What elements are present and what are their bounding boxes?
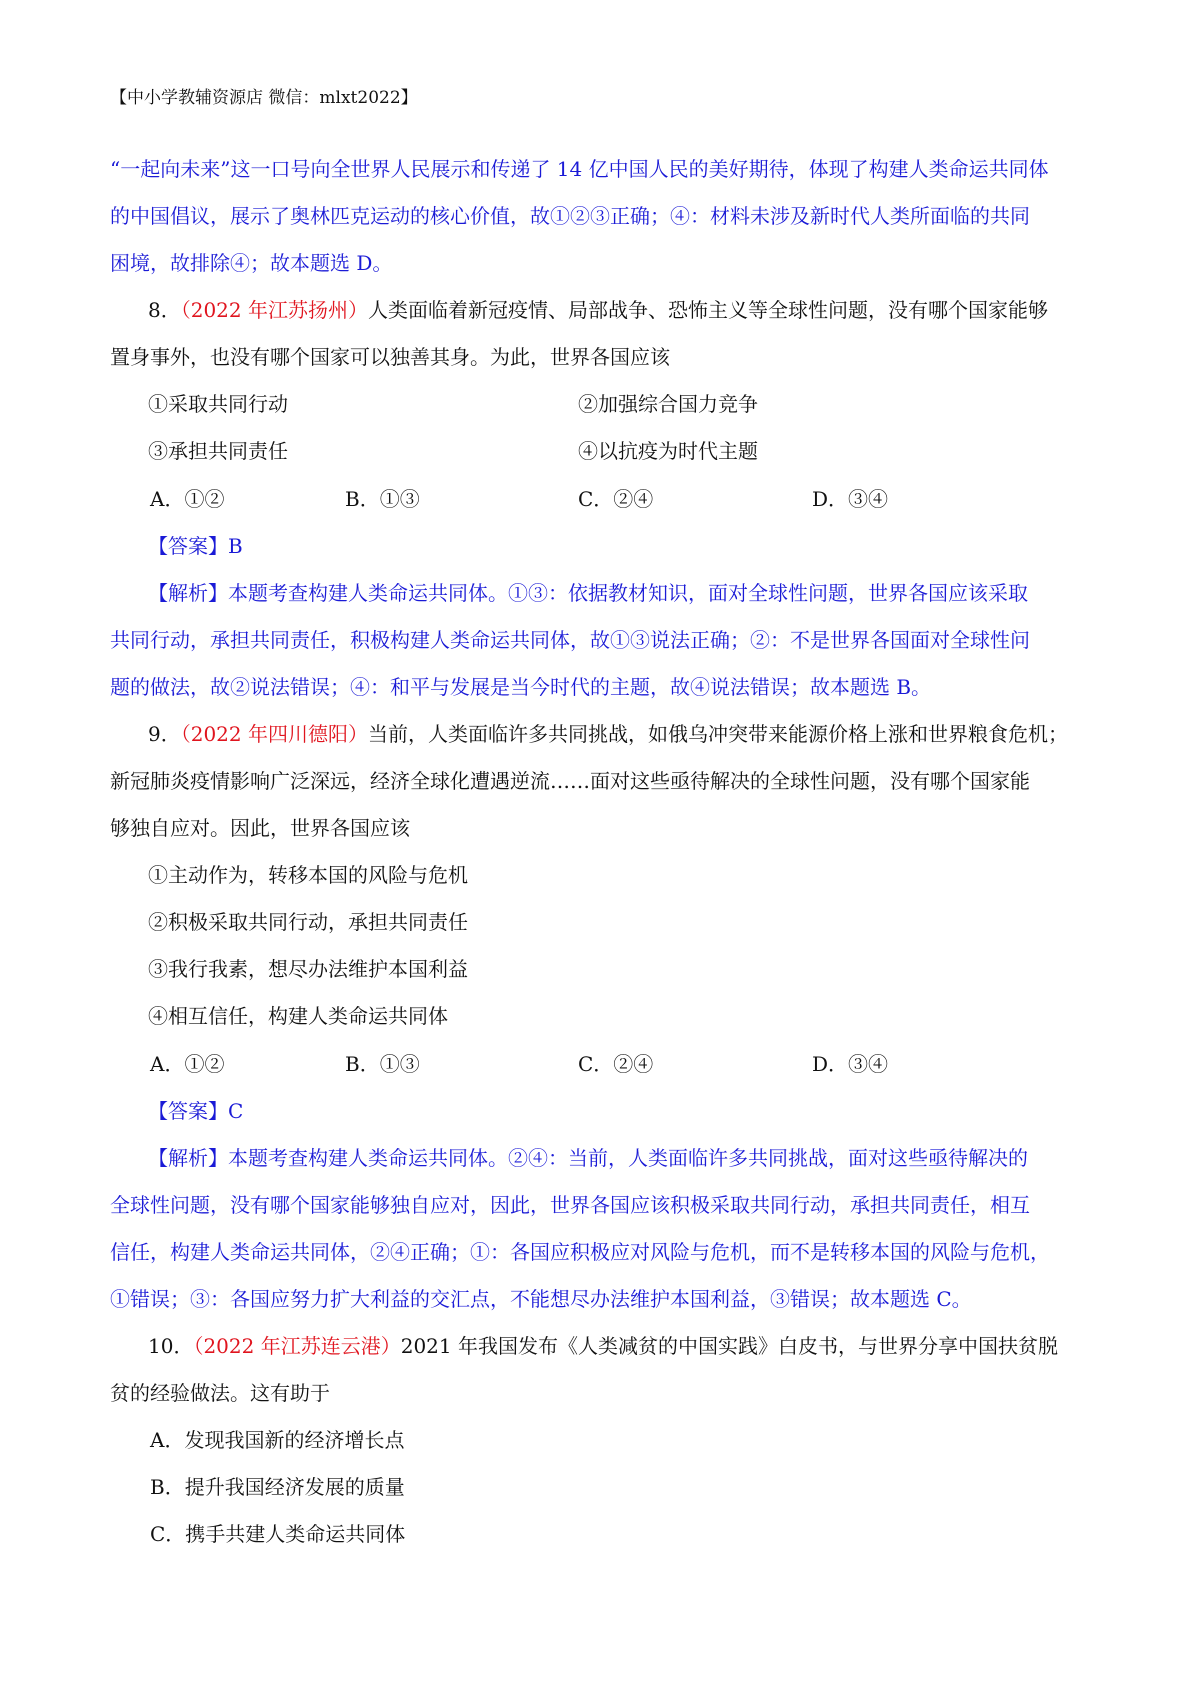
- q10-choice-a: A．发现我国新的经济增长点: [150, 1428, 405, 1452]
- q9-item: ②积极采取共同行动，承担共同责任: [148, 910, 468, 934]
- answer-label: 【答案】: [148, 534, 228, 558]
- q8-choice-c: C．②④: [578, 487, 654, 511]
- question-9-stem: [148, 720, 1068, 748]
- answer-value: C: [228, 1099, 244, 1123]
- answer-value: B: [228, 534, 243, 558]
- q8-item: ③承担共同责任: [148, 439, 288, 463]
- analysis-text: 本题考查构建人类命运共同体。①③：依据教材知识，面对全球性问题，世界各国应该采取: [228, 581, 1028, 605]
- q8-choice-b: B．①③: [345, 487, 420, 511]
- q9-answer: [148, 1097, 243, 1125]
- question-source: （2022 年四川德阳）: [180, 722, 368, 746]
- q8-choice-d: D．③④: [812, 487, 889, 511]
- question-number: 9．: [148, 722, 181, 746]
- prev-explanation-line: 困境，故排除④；故本题选 D。: [110, 251, 393, 275]
- q9-analysis: [148, 1144, 1028, 1172]
- q9-item: ①主动作为，转移本国的风险与危机: [148, 863, 468, 887]
- page-header: 【中小学教辅资源店 微信：mlxt2022】: [110, 88, 418, 108]
- question-text: 2021 年我国发布《人类减贫的中国实践》白皮书，与世界分享中国扶贫脱: [400, 1334, 1058, 1358]
- question-text: 当前，人类面临许多共同挑战，如俄乌冲突带来能源价格上涨和世界粮食危机；: [368, 722, 1068, 746]
- analysis-label: 【解析】: [148, 1146, 228, 1170]
- question-9-stem-cont: 够独自应对。因此，世界各国应该: [110, 816, 410, 840]
- q8-answer: [148, 532, 243, 560]
- q9-analysis-line: 信任，构建人类命运共同体，②④正确；①：各国应积极应对风险与危机，而不是转移本国的风险与危机，: [110, 1240, 1050, 1264]
- question-number: 10．: [148, 1334, 194, 1358]
- q9-choice-d: D．③④: [812, 1052, 889, 1076]
- q9-choice-b: B．①③: [345, 1052, 420, 1076]
- q10-choice-b: B．提升我国经济发展的质量: [150, 1475, 405, 1499]
- question-source: （2022 年江苏连云港）: [193, 1334, 401, 1358]
- answer-label: 【答案】: [148, 1099, 228, 1123]
- q9-analysis-line: 全球性问题，没有哪个国家能够独自应对，因此，世界各国应该积极采取共同行动，承担共同责任，相互: [110, 1193, 1030, 1217]
- q9-analysis-line: ①错误；③：各国应努力扩大利益的交汇点，不能想尽办法维护本国利益，③错误；故本题选 C。: [110, 1287, 972, 1311]
- q9-choice-a: A．①②: [150, 1052, 225, 1076]
- q9-item: ③我行我素，想尽办法维护本国利益: [148, 957, 468, 981]
- q8-item: ①采取共同行动: [148, 392, 288, 416]
- q8-analysis-line: 题的做法，故②说法错误；④：和平与发展是当今时代的主题，故④说法错误；故本题选 B。: [110, 675, 932, 699]
- question-text: 人类面临着新冠疫情、局部战争、恐怖主义等全球性问题，没有哪个国家能够: [368, 298, 1048, 322]
- question-number: 8．: [148, 298, 181, 322]
- question-9-stem-cont: 新冠肺炎疫情影响广泛深远，经济全球化遭遇逆流……面对这些亟待解决的全球性问题，没有哪个国家能: [110, 769, 1030, 793]
- question-10-stem: [148, 1332, 1058, 1360]
- q9-choice-c: C．②④: [578, 1052, 654, 1076]
- question-8-stem-cont: 置身事外，也没有哪个国家可以独善其身。为此，世界各国应该: [110, 345, 670, 369]
- q8-analysis: [148, 579, 1028, 607]
- analysis-label: 【解析】: [148, 581, 228, 605]
- q8-item: ②加强综合国力竞争: [578, 392, 758, 416]
- prev-explanation-line: 的中国倡议，展示了奥林匹克运动的核心价值，故①②③正确；④：材料未涉及新时代人类所面临的共同: [110, 204, 1030, 228]
- analysis-text: 本题考查构建人类命运共同体。②④：当前，人类面临许多共同挑战，面对这些亟待解决的: [228, 1146, 1028, 1170]
- question-source: （2022 年江苏扬州）: [180, 298, 368, 322]
- prev-explanation-line: “一起向未来”这一口号向全世界人民展示和传递了 14 亿中国人民的美好期待，体现了构建人类命运共同体: [110, 157, 1049, 181]
- q8-item: ④以抗疫为时代主题: [578, 439, 758, 463]
- q8-analysis-line: 共同行动，承担共同责任，积极构建人类命运共同体，故①③说法正确；②：不是世界各国面对全球性问: [110, 628, 1030, 652]
- question-10-stem-cont: 贫的经验做法。这有助于: [110, 1381, 330, 1405]
- question-8-stem: [148, 296, 1048, 324]
- q10-choice-c: C．携手共建人类命运共同体: [150, 1522, 406, 1546]
- q9-item: ④相互信任，构建人类命运共同体: [148, 1004, 448, 1028]
- q8-choice-a: A．①②: [150, 487, 225, 511]
